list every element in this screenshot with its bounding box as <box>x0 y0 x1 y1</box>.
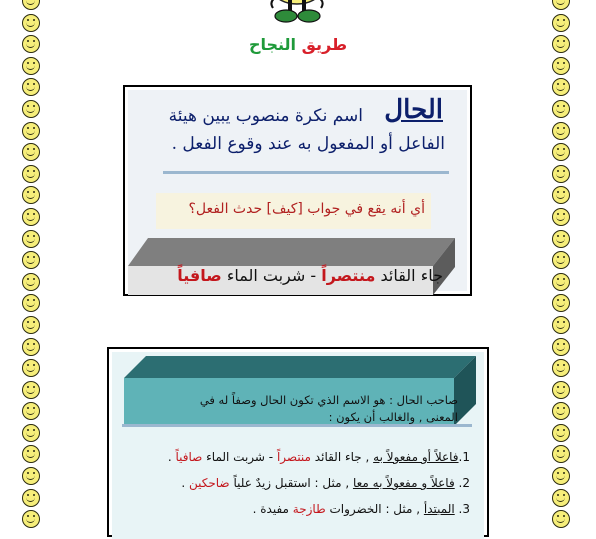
smiley-face-icon <box>552 467 570 485</box>
smiley-face-icon <box>552 14 570 32</box>
definition-card <box>123 85 472 296</box>
smiley-face-icon <box>552 186 570 204</box>
smiley-face-icon <box>552 57 570 75</box>
smiley-face-icon <box>22 14 40 32</box>
right-smiley-border <box>552 0 574 532</box>
item-hal: ضاحكين <box>188 476 230 490</box>
smiley-face-icon <box>22 338 40 356</box>
brand-title <box>240 35 356 54</box>
smiley-face-icon <box>552 510 570 528</box>
smiley-face-icon <box>552 489 570 507</box>
smiley-face-icon <box>552 316 570 334</box>
smiley-face-icon <box>552 100 570 118</box>
smiley-face-icon <box>552 338 570 356</box>
item-hal: صافياً <box>175 450 203 464</box>
smiley-face-icon <box>22 165 40 183</box>
mascot-icon <box>262 0 332 30</box>
smiley-face-icon <box>22 100 40 118</box>
owner-card <box>107 347 489 537</box>
smiley-face-icon <box>552 165 570 183</box>
smiley-face-icon <box>552 294 570 312</box>
definition-card-body <box>128 90 467 291</box>
example-bar <box>128 238 455 295</box>
smiley-face-icon <box>22 35 40 53</box>
smiley-face-icon <box>22 381 40 399</box>
smiley-face-icon <box>552 424 570 442</box>
example-part-1: جاء القائد <box>375 266 443 285</box>
smiley-face-icon <box>552 402 570 420</box>
item-lead: فاعلاً و مفعولاً به معا <box>352 476 455 490</box>
item-text: , مثل : الخضروات <box>325 502 424 516</box>
item-end: . <box>167 450 176 464</box>
smiley-face-icon <box>22 143 40 161</box>
item-lead: فاعلاً أو مفعولاً به <box>373 450 459 464</box>
left-smiley-border <box>22 0 44 532</box>
owner-list <box>120 444 470 522</box>
owner-card-body <box>112 352 484 539</box>
item-end: مفيدة . <box>252 502 293 516</box>
smiley-face-icon <box>552 208 570 226</box>
smiley-face-icon <box>22 0 40 10</box>
smiley-face-icon <box>22 424 40 442</box>
list-item <box>120 496 470 522</box>
smiley-face-icon <box>22 402 40 420</box>
item-hal: طازجة <box>292 502 326 516</box>
example-sentence <box>177 266 443 285</box>
smiley-face-icon <box>22 78 40 96</box>
item-lead: المبتدأ <box>423 502 455 516</box>
item-text: , جاء القائد <box>310 450 374 464</box>
definition-term: الحال <box>384 95 443 125</box>
item-number: 2. <box>458 476 470 490</box>
smiley-face-icon <box>22 57 40 75</box>
smiley-face-icon <box>22 122 40 140</box>
divider <box>163 171 449 174</box>
smiley-face-icon <box>552 381 570 399</box>
example-hal-1: منتصراً <box>321 266 376 285</box>
item-text: , مثل : استقبل زيدٌ علياً <box>229 476 353 490</box>
definition-text: اسم نكرة منصوب يبين هيئة الفاعل أو المفعول به عند وقوع الفعل . <box>168 106 445 154</box>
item-end: . <box>181 476 189 490</box>
brand-word-1: طريق <box>301 35 348 54</box>
smiley-face-icon <box>22 510 40 528</box>
example-hal-2: صافياً <box>177 266 222 285</box>
smiley-face-icon <box>552 251 570 269</box>
question-text: أي أنه يقع في جواب [كيف] حدث الفعل؟ <box>188 201 425 217</box>
smiley-face-icon <box>22 359 40 377</box>
list-item <box>120 444 470 470</box>
smiley-face-icon <box>22 467 40 485</box>
smiley-face-icon <box>22 316 40 334</box>
smiley-face-icon <box>552 78 570 96</box>
smiley-face-icon <box>552 122 570 140</box>
smiley-face-icon <box>552 273 570 291</box>
brand-word-2: النجاح <box>248 35 297 54</box>
smiley-face-icon <box>22 186 40 204</box>
smiley-face-icon <box>22 294 40 312</box>
example-separator: - شربت الماء <box>221 266 322 285</box>
owner-definition-text: صاحب الحال : هو الاسم الذي تكون الحال وصفاً له في المعنى , والغالب أن يكون : <box>199 393 458 424</box>
smiley-face-icon <box>22 208 40 226</box>
smiley-face-icon <box>22 489 40 507</box>
divider <box>122 424 472 427</box>
item-hal: منتصراً <box>276 450 311 464</box>
list-item <box>120 470 470 496</box>
question-box <box>156 193 431 229</box>
smiley-face-icon <box>552 0 570 10</box>
smiley-face-icon <box>22 445 40 463</box>
smiley-face-icon <box>552 359 570 377</box>
smiley-face-icon <box>22 251 40 269</box>
owner-header-bar <box>124 356 476 426</box>
item-number: 3. <box>458 502 470 516</box>
item-number: 1. <box>458 450 470 464</box>
smiley-face-icon <box>22 273 40 291</box>
smiley-face-icon <box>552 143 570 161</box>
smiley-face-icon <box>552 445 570 463</box>
item-text: - شربت الماء <box>202 450 277 464</box>
smiley-face-icon <box>552 230 570 248</box>
smiley-face-icon <box>22 230 40 248</box>
smiley-face-icon <box>552 35 570 53</box>
